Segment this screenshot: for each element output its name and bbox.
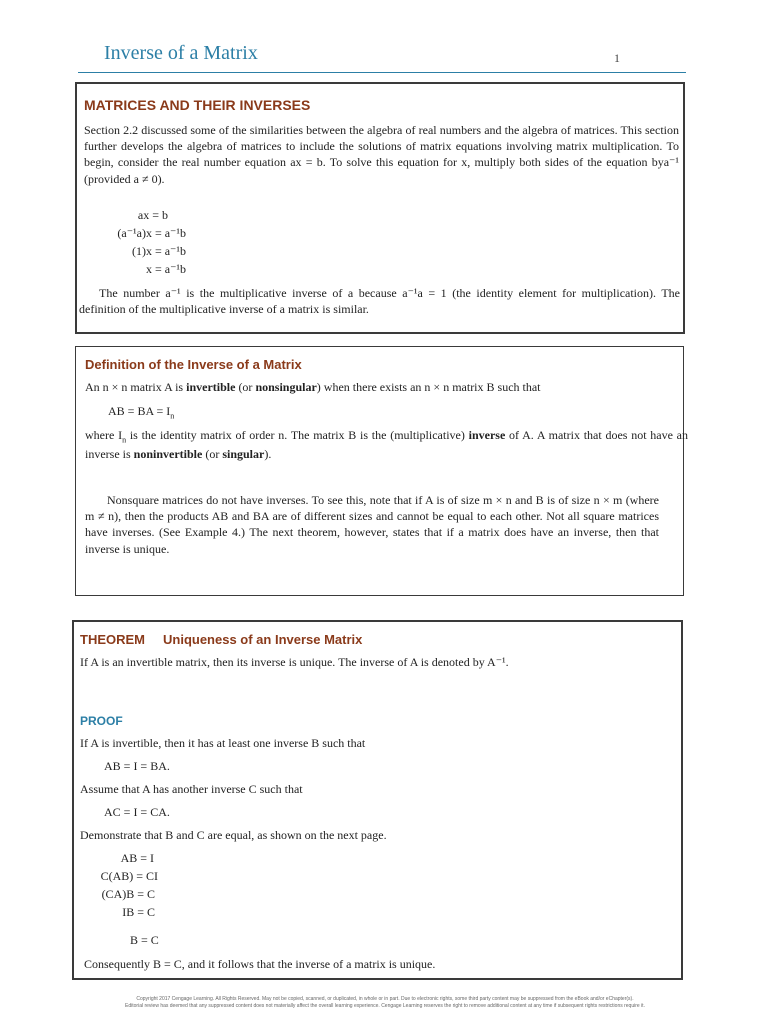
proof-equation-1: AB = I = BA.: [104, 759, 170, 773]
page-number: 1: [614, 51, 620, 65]
proof-step-1: AB = I: [120, 851, 154, 865]
proof-equation-2: AC = I = CA.: [104, 805, 170, 819]
page-title: Inverse of a Matrix: [104, 42, 258, 64]
definition-box: [75, 346, 689, 596]
definition-line-2: where $I_n$ is the identity matrix of order n. The matrix B is the (multiplicative) inverse of A. A matrix that does not have an inverse is noninvertible (or singular).: [85, 428, 689, 462]
title-divider: [78, 72, 686, 73]
equation-line-1: ax = b: [137, 208, 168, 222]
proof-result: B = C: [130, 933, 159, 947]
theorem-box: [72, 620, 683, 980]
definition-heading: Definition of the Inverse of a Matrix: [85, 357, 302, 372]
equation-line-2: (a⁻¹a)x = a⁻¹b: [117, 226, 186, 240]
definition-line-1: An n × n matrix A is invertible (or nonsingular) when there exists an n × n matrix B such that: [85, 380, 541, 394]
proof-text-1: If A is invertible, then it has at least one inverse B such that: [80, 736, 366, 750]
equation-line-3: (1)x = a⁻¹b: [131, 244, 186, 258]
closing-paragraph: The number a⁻¹ is the multiplicative inverse of a because a⁻¹a = 1 (the identity element for multiplication). The definition of the multiplicative inverse of a matrix is similar.: [79, 286, 680, 317]
equation-line-4: x = a⁻¹b: [145, 262, 186, 276]
proof-step-4: IB = C: [122, 905, 155, 919]
proof-step-3: (CA)B = C: [101, 887, 155, 901]
theorem-statement: If A is an invertible matrix, then its inverse is unique. The inverse of A is denoted by A⁻¹.: [80, 655, 509, 669]
theorem-heading: [80, 631, 362, 649]
intro-paragraph: Section 2.2 discussed some of the similarities between the algebra of real numbers and the algebra of matrices. This section further develops the algebra of matrices to include the solutions of matrix equations involving matrix multiplication. To begin, consider the real number equation ax = b. To solve this equation for x, multiply both sides of the equation bya⁻¹ (provided a ≠ 0).: [84, 123, 679, 186]
proof-step-2: C(AB) = CI: [100, 869, 158, 883]
proof-text-2: Assume that A has another inverse C such that: [80, 782, 303, 796]
section-heading: MATRICES AND THEIR INVERSES: [84, 97, 311, 113]
proof-text-3: Demonstrate that B and C are equal, as shown on the next page.: [80, 828, 387, 842]
definition-equation: AB = BA = $I_n$: [108, 404, 175, 421]
copyright-footer: Copyright 2017 Cengage Learning. All Rights Reserved. May not be copied, scanned, or duplicated, in whole or in part. Due to electronic rights, some third party content may be suppressed from the eBook and/or eChapter(s). Editorial review has deemed that any suppressed content does not materially affect the overall learning experience. Cengage Learning reserves the right to remove additional content at any time if subsequent rights restrictions require it.: [125, 996, 645, 1009]
proof-heading: PROOF: [80, 714, 123, 728]
section-matrices-and-inverses: [75, 82, 685, 334]
theorem-label: THEOREM: [80, 632, 145, 647]
theorem-title: Uniqueness of an Inverse Matrix: [163, 632, 363, 647]
proof-conclusion: Consequently B = C, and it follows that the inverse of a matrix is unique.: [84, 957, 436, 971]
nonsquare-paragraph: Nonsquare matrices do not have inverses. To see this, note that if A is of size m × n and B is of size n × m (where m ≠ n), then the products AB and BA are of different sizes and cannot be equal to each other. Not all square matrices have inverses. (See Example 4.) The next theorem, however, states that if a matrix does have an inverse, then that inverse is unique.: [85, 493, 659, 556]
